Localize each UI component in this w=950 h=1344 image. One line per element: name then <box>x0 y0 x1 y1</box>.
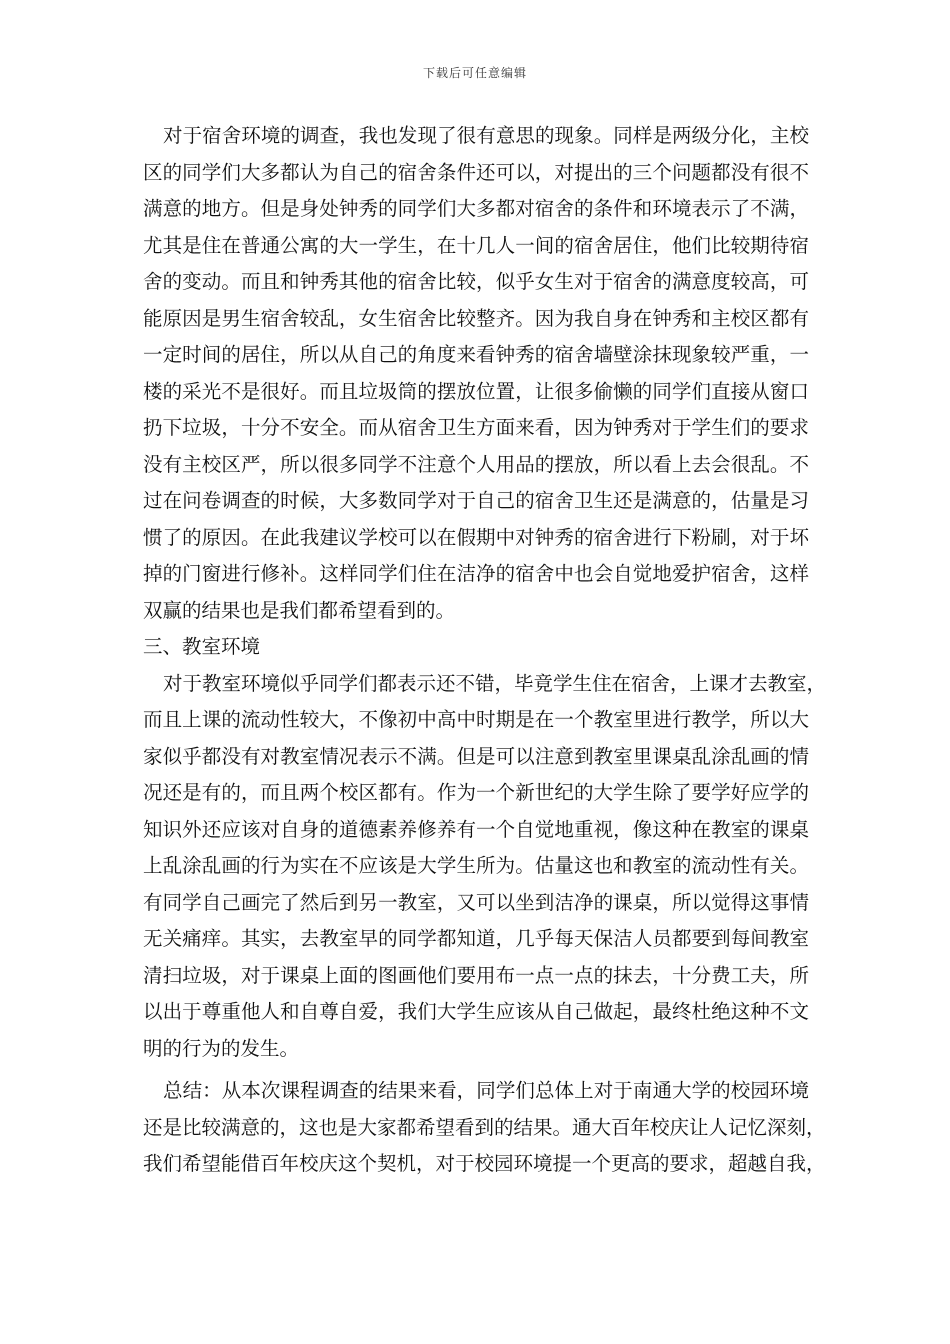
paragraph-line: 没有主校区严，所以很多同学不注意个人用品的摆放，所以看上去会很乱。不 <box>143 452 809 476</box>
paragraph-line: 舍的变动。而且和钟秀其他的宿舍比较，似乎女生对于宿舍的满意度较高，可 <box>143 270 809 293</box>
page-header: 下载后可任意编辑 <box>422 66 527 80</box>
paragraph-line: 明的行为的发生。 <box>143 1036 300 1060</box>
paragraph-line: 知识外还应该对自身的道德素养修养有一个自觉地重视，像这种在教室的课桌 <box>143 817 809 841</box>
paragraph-line: 尤其是住在普通公寓的大一学生，在十几人一间的宿舍居住，他们比较期待宿 <box>143 233 809 257</box>
paragraph-line: 掉的门窗进行修补。这样同学们住在洁净的宿舍中也会自觉地爱护宿舍，这样 <box>143 562 809 585</box>
paragraph-line: 对于宿舍环境的调查，我也发现了很有意思的现象。同样是两级分化，主校 <box>163 124 809 147</box>
paragraph-line: 清扫垃圾，对于课桌上面的图画他们要用布一点一点的抹去，十分费工夫，所 <box>143 963 809 987</box>
summary-line: 总结：从本次课程调查的结果来看，同学们总体上对于南通大学的校园环境 <box>163 1079 809 1102</box>
paragraph-line: 双赢的结果也是我们都希望看到的。 <box>143 598 456 622</box>
paragraph-line: 一定时间的居住，所以从自己的角度来看钟秀的宿舍墙壁涂抹现象较严重，一 <box>143 343 809 366</box>
paragraph-line: 满意的地方。但是身处钟秀的同学们大多都对宿舍的条件和环境表示了不满， <box>143 197 809 220</box>
paragraph-line: 况还是有的，而且两个校区都有。作为一个新世纪的大学生除了要学好应学的 <box>143 781 809 804</box>
paragraph-line: 能原因是男生宿舍较乱，女生宿舍比较整齐。因为我自身在钟秀和主校区都有 <box>143 306 809 330</box>
summary-line: 还是比较满意的，这也是大家都希望看到的结果。通大百年校庆让人记忆深刻， <box>143 1115 826 1139</box>
paragraph-line: 对于教室环境似乎同学们都表示还不错，毕竟学生住在宿舍，上课才去教室， <box>163 671 827 695</box>
paragraph-line: 上乱涂乱画的行为实在不应该是大学生所为。估量这也和教室的流动性有关。 <box>143 854 809 877</box>
paragraph-line: 以出于尊重他人和自尊自爱，我们大学生应该从自己做起，最终杜绝这种不文 <box>143 1000 809 1023</box>
document-body <box>143 118 827 1183</box>
section-heading: 三、教室环境 <box>143 635 261 658</box>
paragraph-line: 无关痛痒。其实，去教室早的同学都知道，几乎每天保洁人员都要到每间教室 <box>143 927 809 950</box>
paragraph-line: 过在问卷调查的时候，大多数同学对于自己的宿舍卫生还是满意的，估量是习 <box>143 489 809 512</box>
paragraph-line: 楼的采光不是很好。而且垃圾筒的摆放位置，让很多偷懒的同学们直接从窗口 <box>143 379 809 403</box>
paragraph-line: 扔下垃圾，十分不安全。而从宿舍卫生方面来看，因为钟秀对于学生们的要求 <box>143 416 809 439</box>
paragraph-line: 有同学自己画完了然后到另一教室，又可以坐到洁净的课桌，所以觉得这事情 <box>143 890 809 914</box>
paragraph-line: 区的同学们大多都认为自己的宿舍条件还可以，对提出的三个问题都没有很不 <box>143 160 809 184</box>
paragraph-line: 家似乎都没有对教室情况表示不满。但是可以注意到教室里课桌乱涂乱画的情 <box>143 744 809 768</box>
paragraph-line: 而且上课的流动性较大，不像初中高中时期是在一个教室里进行教学，所以大 <box>143 708 809 731</box>
summary-line: 我们希望能借百年校庆这个契机，对于校园环境提一个更高的要求，超越自我， <box>143 1152 826 1175</box>
paragraph-line: 惯了的原因。在此我建议学校可以在假期中对钟秀的宿舍进行下粉刷，对于坏 <box>143 525 809 549</box>
